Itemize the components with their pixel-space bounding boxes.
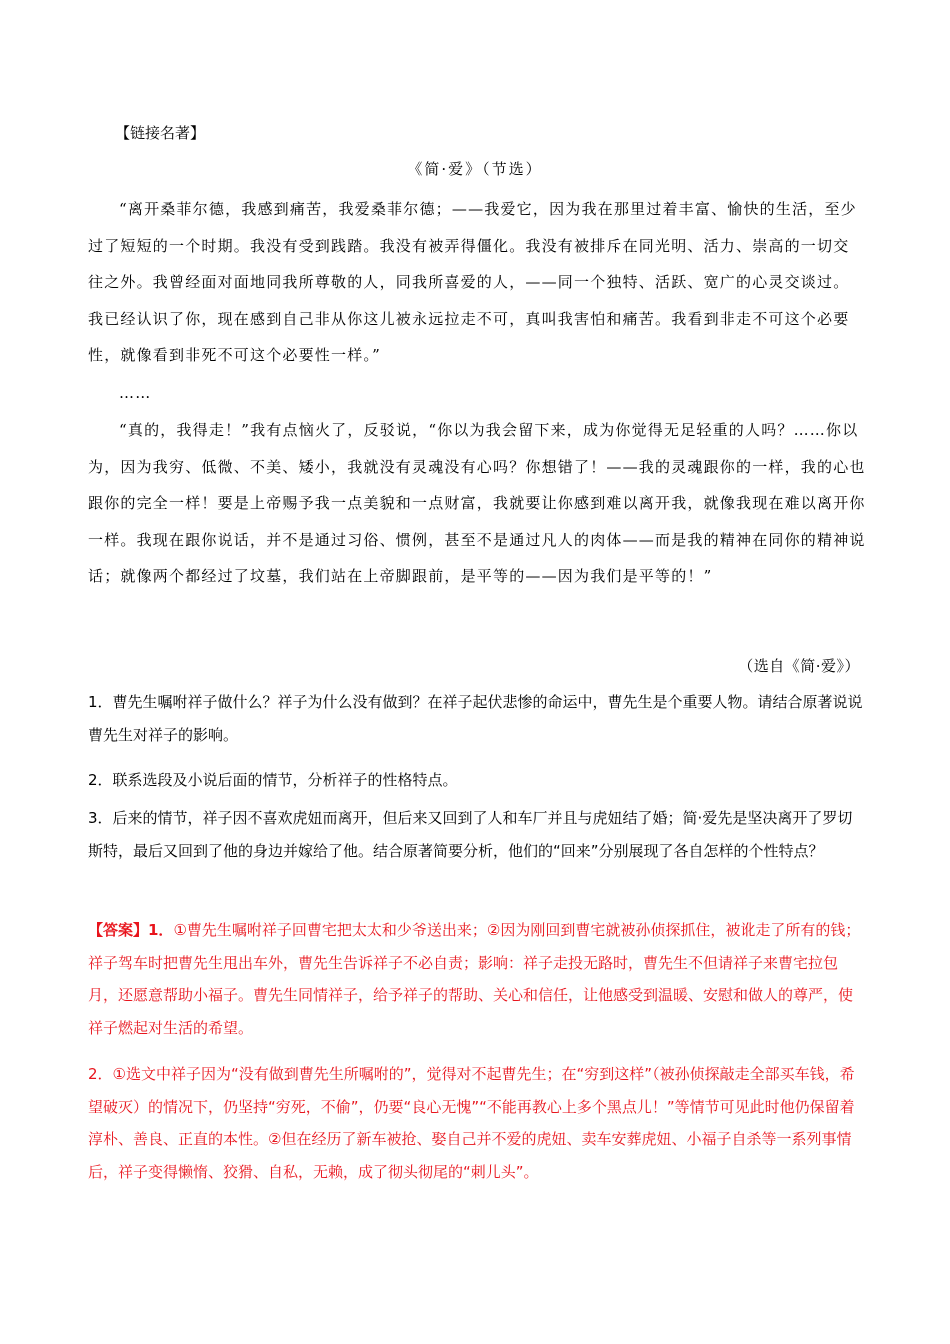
excerpt-title: 《简·爱》（节选） (407, 160, 543, 178)
answer-label: 【答案】1． (88, 921, 174, 939)
excerpt-ellipsis: …… (119, 384, 152, 402)
excerpt-source: （选自《简·爱》） (738, 657, 860, 675)
excerpt-paragraph-2: “真的，我得走！”我有点恼火了，反驳说，“你以为我会留下来，成为你觉得无足轻重的人吗？……你以为，因为我穷、低微、不美、矮小，我就没有灵魂没有心吗？你想错了！——我的灵魂跟你的一样，我的心也跟你的完全一样！要是上帝赐予我一点美貌和一点财富，我就要让你感到难以离开我，就像我现在难以离开你一样。我现在跟你说话，并不是通过习俗、惯例，甚至不是通过凡人的肉体——而是我的精神在同你的精神说话；就像两个都经过了坟墓，我们站在上帝脚跟前，是平等的——因为我们是平等的！” (88, 421, 866, 586)
section-heading: 【链接名著】 (115, 124, 206, 142)
answer-2: 2．①选文中祥子因为“没有做到曹先生所嘱咐的”，觉得对不起曹先生；在“穷到这样”（被孙侦探敲走全部买车钱，希望破灭）的情况下，仍坚持“穷死，不偷”，仍要“良心无愧”“不能再教心上多个黑点儿！”等情节可见此时他仍保留着淳朴、善良、正直的本性。②但在经历了新车被抢、娶自己并不爱的虎妞、卖车安葬虎妞、小福子自杀等一系列事情后，祥子变得懒惰、狡猾、自私，无赖，成了彻头彻尾的“刺儿头”。 (88, 1065, 855, 1181)
answer-1-text: ①曹先生嘱咐祥子回曹宅把太太和少爷送出来；②因为刚回到曹宅就被孙侦探抓住，被讹走了所有的钱；祥子驾车时把曹先生甩出车外，曹先生告诉祥子不必自责；影响：祥子走投无路时，曹先生不但请祥子来曹宅拉包月，还愿意帮助小福子。曹先生同情祥子，给予祥子的帮助、关心和信任，让他感受到温暖、安慰和做人的尊严，使祥子燃起对生活的希望。 (88, 921, 861, 1037)
excerpt-paragraph-1: “离开桑菲尔德，我感到痛苦，我爱桑菲尔德；——我爱它，因为我在那里过着丰富、愉快的生活，至少过了短短的一个时期。我没有受到践踏。我没有被弄得僵化。我没有被排斥在同光明、活力、崇高的一切交往之外。我曾经面对面地同我所尊敬的人，同我所喜爱的人，——同一个独特、活跃、宽广的心灵交谈过。我已经认识了你，现在感到自己非从你这儿被永远拉走不可，真叫我害怕和痛苦。我看到非走不可这个必要性，就像看到非死不可这个必要性一样。” (88, 200, 857, 365)
question-2: 2．联系选段及小说后面的情节，分析祥子的性格特点。 (88, 771, 458, 789)
question-3: 3．后来的情节，祥子因不喜欢虎妞而离开，但后来又回到了人和车厂并且与虎妞结了婚；简·爱先是坚决离开了罗切斯特，最后又回到了他的身边并嫁给了他。结合原著简要分析，他们的“回来”分别展现了各自怎样的个性特点？ (88, 809, 853, 860)
question-1: 1．曹先生嘱咐祥子做什么？祥子为什么没有做到？在祥子起伏悲惨的命运中，曹先生是个重要人物。请结合原著说说曹先生对祥子的影响。 (88, 693, 863, 744)
answer-1 (88, 914, 866, 1044)
